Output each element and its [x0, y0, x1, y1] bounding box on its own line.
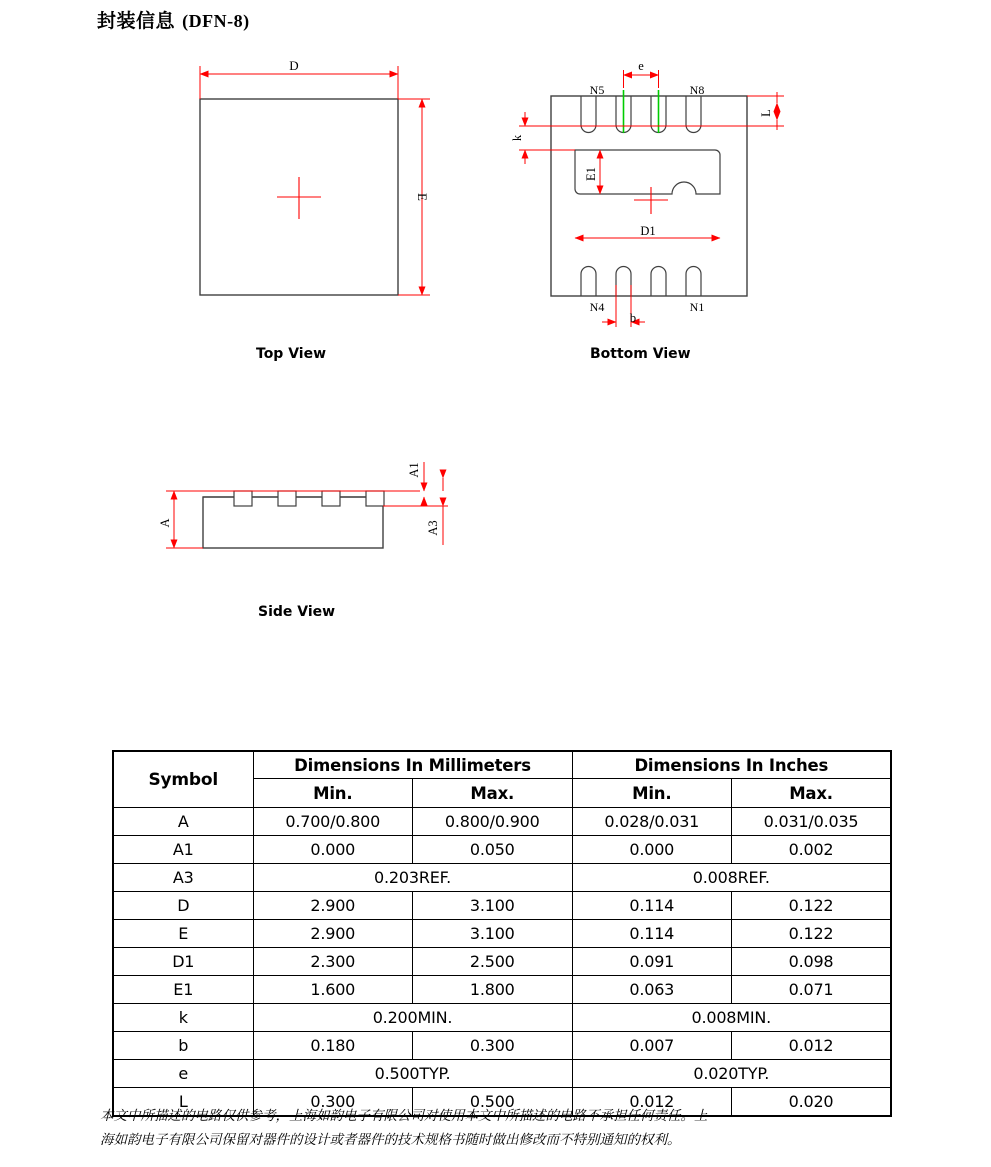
cell-symbol: b [113, 1032, 253, 1060]
header-group-inches: Dimensions In Inches [572, 751, 891, 779]
table-row [113, 948, 891, 976]
cell-mm-max: 2.500 [413, 948, 573, 976]
bottom-view-label-n1: N1 [689, 300, 705, 314]
cell-mm-min: 2.900 [253, 892, 413, 920]
cell-mm-min: 0.180 [253, 1032, 413, 1060]
cell-inch-max: 0.020 [732, 1088, 892, 1117]
header-group-millimeters: Dimensions In Millimeters [253, 751, 572, 779]
disclaimer-line-1: 本文中所描述的电路仅供参考，上海如韵电子有限公司对使用本文中所描述的电路不承担任何责任。上 [100, 1108, 708, 1124]
bottom-view-label-d1: D1 [640, 224, 656, 238]
cell-symbol: D1 [113, 948, 253, 976]
cell-mm-span: 0.203REF. [253, 864, 572, 892]
bottom-view-center-cross [634, 187, 668, 214]
header-symbol: Symbol [113, 751, 253, 808]
side-view-label-a1: A1 [407, 462, 421, 478]
cell-symbol: k [113, 1004, 253, 1032]
cell-mm-span: 0.200MIN. [253, 1004, 572, 1032]
header-mm-max: Max. [413, 779, 573, 808]
top-view-label-d: D [289, 58, 299, 73]
bottom-view-label-n8: N8 [689, 83, 705, 97]
cell-mm-max: 0.050 [413, 836, 573, 864]
cell-inch-max: 0.122 [732, 892, 892, 920]
cell-inch-max: 0.098 [732, 948, 892, 976]
cell-inch-span: 0.008REF. [572, 864, 891, 892]
cell-mm-span: 0.500TYP. [253, 1060, 572, 1088]
cell-mm-min: 0.700/0.800 [253, 808, 413, 836]
top-view-dim-d [200, 66, 398, 99]
bottom-view-dim-b [602, 285, 645, 327]
cell-symbol: L [113, 1088, 253, 1117]
top-view-center-cross [277, 177, 321, 219]
cell-inch-min: 0.012 [572, 1088, 732, 1117]
cell-inch-min: 0.063 [572, 976, 732, 1004]
cell-symbol: e [113, 1060, 253, 1088]
bottom-view-label-n5: N5 [589, 83, 605, 97]
cell-mm-max: 0.500 [413, 1088, 573, 1117]
top-view-caption: Top View [256, 346, 327, 362]
cell-mm-min: 2.900 [253, 920, 413, 948]
header-in-max: Max. [732, 779, 892, 808]
cell-inch-min: 0.000 [572, 836, 732, 864]
disclaimer-note [100, 1104, 895, 1152]
bottom-view-bottom-pads [581, 267, 701, 296]
disclaimer-line-2: 海如韵电子有限公司保留对器件的设计或者器件的技术规格书随时做出修改而不特别通知的权利。 [100, 1132, 681, 1148]
cell-symbol: E [113, 920, 253, 948]
top-view-label-e: E [415, 193, 430, 201]
side-view-label-a3: A3 [426, 520, 440, 536]
bottom-view-label-n4: N4 [589, 300, 605, 314]
bottom-view-caption: Bottom View [590, 346, 691, 362]
side-view-label-a: A [158, 518, 172, 528]
table-row [113, 976, 891, 1004]
dimension-table-body [113, 808, 891, 1117]
table-row [113, 836, 891, 864]
cell-inch-min: 0.007 [572, 1032, 732, 1060]
cell-symbol: A1 [113, 836, 253, 864]
cell-mm-min: 0.000 [253, 836, 413, 864]
bottom-view-label-e1: E1 [584, 167, 598, 181]
header-in-min: Min. [572, 779, 732, 808]
bottom-view-drawing [510, 59, 784, 327]
page-title-cn: 封装信息 [97, 10, 176, 32]
cell-inch-span: 0.020TYP. [572, 1060, 891, 1088]
side-view-drawing [158, 462, 448, 548]
cell-symbol: E1 [113, 976, 253, 1004]
cell-mm-max: 3.100 [413, 892, 573, 920]
cell-symbol: A [113, 808, 253, 836]
table-row [113, 892, 891, 920]
table-row [113, 864, 891, 892]
table-row [113, 1060, 891, 1088]
cell-mm-max: 0.300 [413, 1032, 573, 1060]
bottom-view-label-b: b [629, 311, 637, 325]
header-mm-min: Min. [253, 779, 413, 808]
bottom-view-label-e-pitch: e [638, 59, 644, 73]
bottom-view-dim-k [519, 112, 748, 164]
cell-inch-max: 0.122 [732, 920, 892, 948]
bottom-view-label-l: L [759, 109, 773, 117]
cell-inch-min: 0.114 [572, 920, 732, 948]
dimension-table-head [113, 751, 891, 808]
table-row [113, 920, 891, 948]
cell-inch-span: 0.008MIN. [572, 1004, 891, 1032]
top-view-drawing [200, 58, 430, 295]
side-view-lead-pads [234, 491, 384, 506]
cell-inch-max: 0.071 [732, 976, 892, 1004]
dimension-table-container [112, 750, 890, 1117]
cell-inch-max: 0.002 [732, 836, 892, 864]
cell-mm-min: 0.300 [253, 1088, 413, 1117]
cell-inch-max: 0.012 [732, 1032, 892, 1060]
page-title-package: (DFN-8) [182, 11, 250, 31]
table-row [113, 1004, 891, 1032]
cell-mm-max: 3.100 [413, 920, 573, 948]
cell-inch-min: 0.114 [572, 892, 732, 920]
side-view-caption: Side View [258, 604, 336, 620]
cell-inch-max: 0.031/0.035 [732, 808, 892, 836]
cell-mm-max: 1.800 [413, 976, 573, 1004]
cell-inch-min: 0.091 [572, 948, 732, 976]
cell-mm-max: 0.800/0.900 [413, 808, 573, 836]
table-row [113, 1032, 891, 1060]
cell-inch-min: 0.028/0.031 [572, 808, 732, 836]
bottom-view-label-k: k [510, 134, 524, 142]
cell-symbol: A3 [113, 864, 253, 892]
bottom-view-top-pads [581, 96, 701, 133]
cell-mm-min: 2.300 [253, 948, 413, 976]
cell-symbol: D [113, 892, 253, 920]
cell-mm-min: 1.600 [253, 976, 413, 1004]
table-row [113, 808, 891, 836]
dimension-table [112, 750, 892, 1117]
